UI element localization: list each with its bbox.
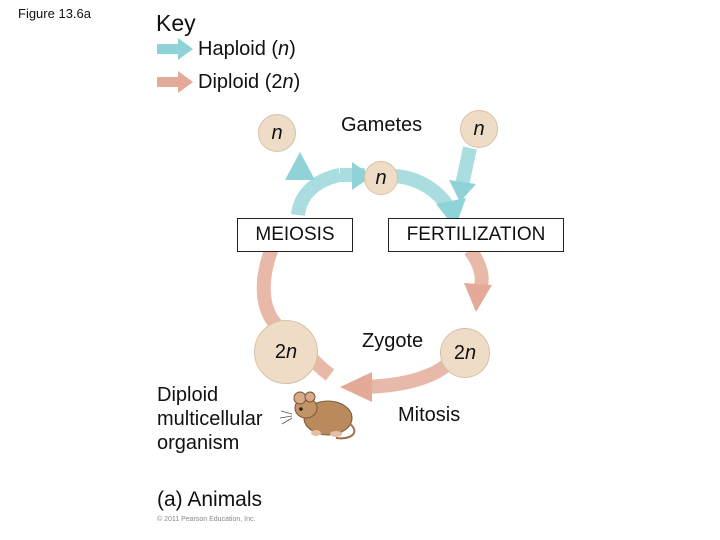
mitosis-label: Mitosis [398,404,461,426]
caption: (a) Animals [157,488,263,511]
fertilization-arrowhead [464,283,492,312]
key-title: Key [156,10,196,36]
gamete-center-symbol: n [375,166,387,189]
meiosis-box [237,218,353,252]
key-diploid-arrow [157,71,193,93]
gamete-feed-right-head [449,180,476,202]
haploid-arrowhead-left [285,152,315,180]
gamete-right-circle [460,110,498,148]
gamete-right-symbol: n [473,117,485,140]
organism-label-line2: multicellular [157,408,263,430]
organism-2n-text: 2n [274,340,298,363]
gamete-left-symbol: n [271,121,283,144]
zygote-circle [440,328,490,378]
organism-2n-circle [254,320,318,384]
gametes-label: Gametes [341,114,423,136]
gamete-feed-right [462,148,470,185]
key-haploid-label: Haploid (n) [198,38,296,60]
diploid-arc-left [264,248,282,330]
organism-label-line1: Diploid [157,384,219,406]
organism-label-line3: organism [157,432,240,454]
zygote-2n-text: 2n [453,341,477,364]
copyright-text: © 2011 Pearson Education, Inc. [157,516,256,523]
key-diploid-label: Diploid (2n) [198,71,301,93]
fertilization-box [388,218,564,252]
meiosis-label: MEIOSIS [255,224,335,245]
key-haploid-arrow [157,38,193,60]
haploid-arc-left [298,175,340,215]
zygote-label: Zygote [362,330,424,352]
figure-label: Figure 13.6a [18,6,91,21]
fertilization-label: FERTILIZATION [406,224,546,245]
gamete-center-circle [364,161,398,195]
mitosis-arrowhead [340,372,372,402]
gamete-left-circle [258,114,296,152]
